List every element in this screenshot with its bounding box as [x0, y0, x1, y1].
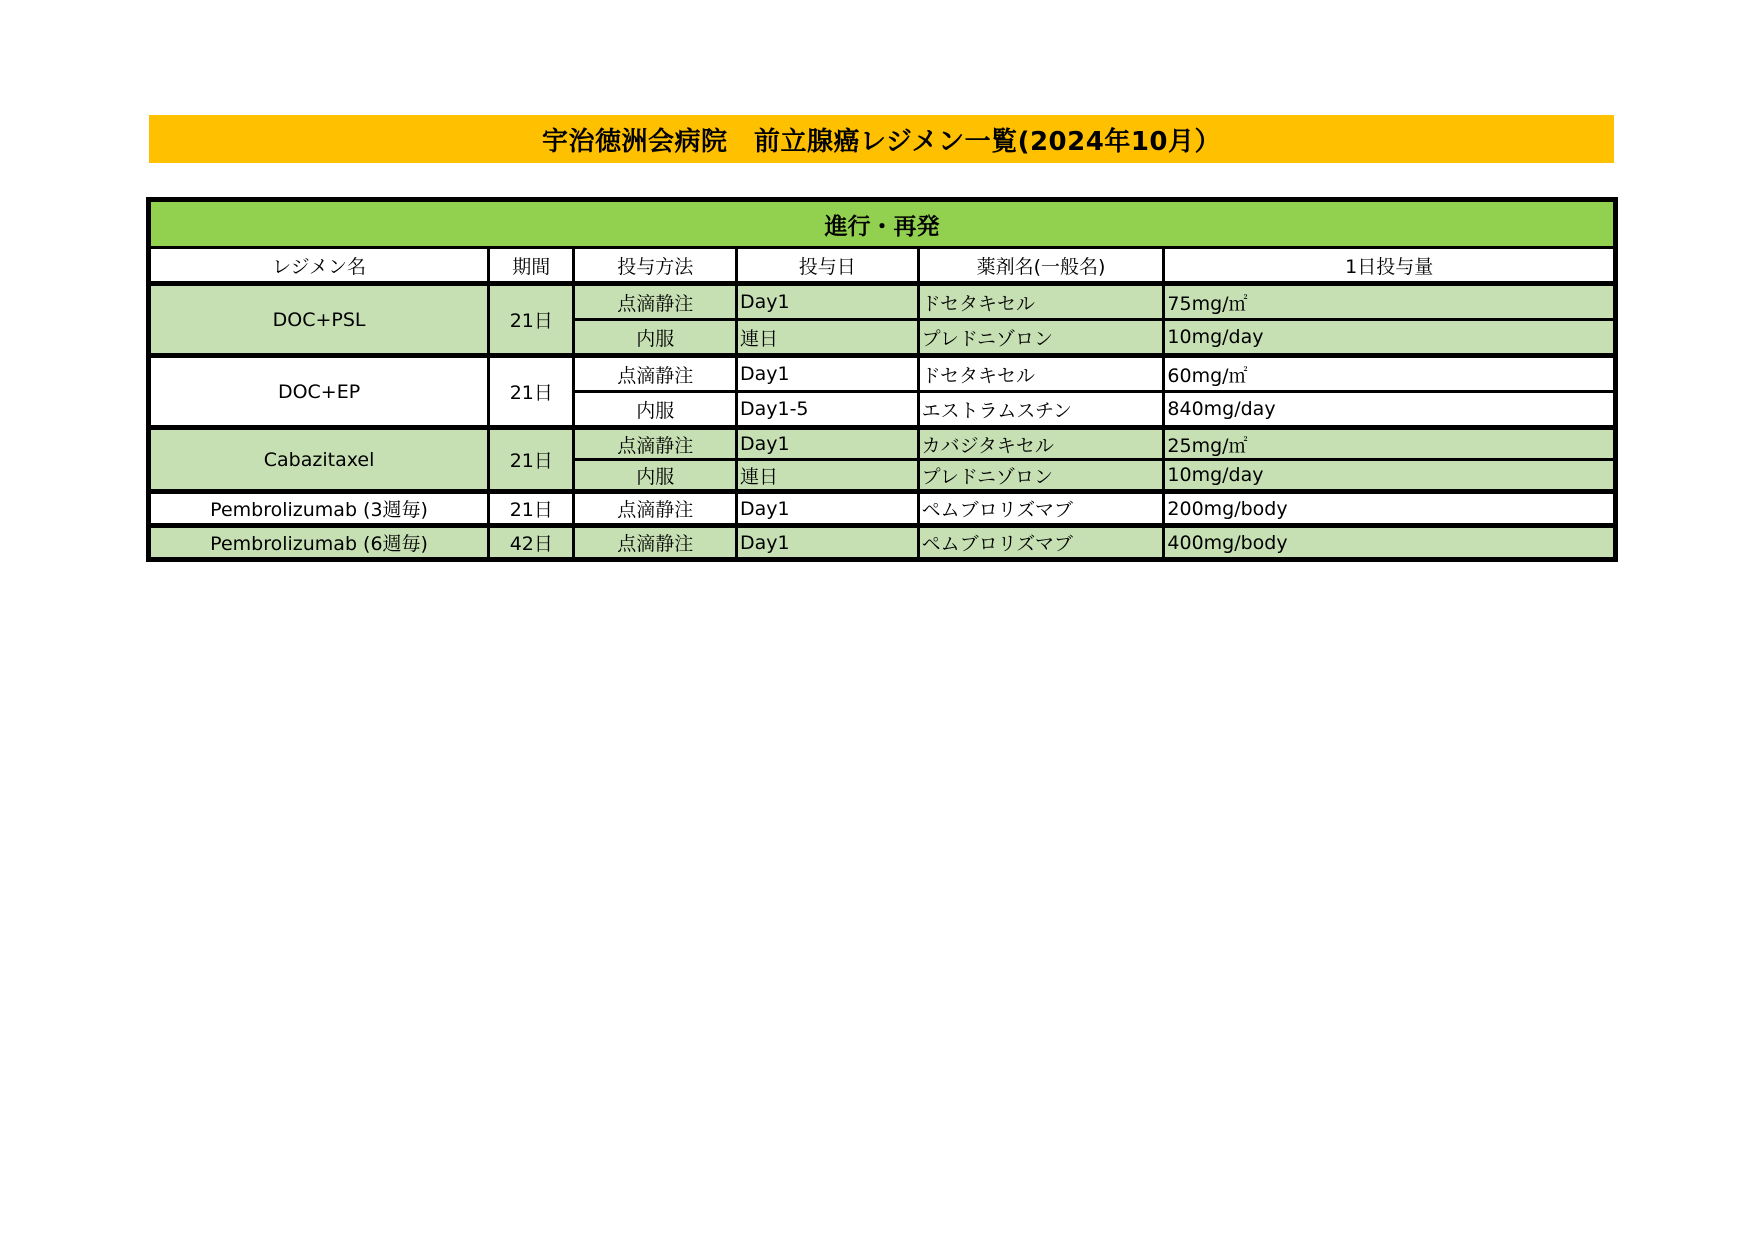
dose-cell: 400mg/body: [1164, 526, 1616, 560]
drug-cell: カバジタキセル: [918, 428, 1164, 460]
method-cell: 点滴静注: [574, 284, 737, 320]
method-cell: 内服: [574, 460, 737, 492]
method-cell: 点滴静注: [574, 526, 737, 560]
regimen-name: Pembrolizumab (3週毎): [149, 492, 489, 526]
method-cell: 点滴静注: [574, 356, 737, 392]
dose-cell: 10mg/day: [1164, 320, 1616, 356]
day-cell: Day1: [736, 526, 918, 560]
table-row: [149, 356, 1616, 392]
day-cell: Day1: [736, 428, 918, 460]
table-row: [149, 284, 1616, 320]
regimen-name: Cabazitaxel: [149, 428, 489, 492]
column-header-regimen-name: レジメン名: [149, 248, 489, 284]
regimen-name: Pembrolizumab (6週毎): [149, 526, 489, 560]
table-row: [149, 428, 1616, 460]
dose-cell: 200mg/body: [1164, 492, 1616, 526]
drug-cell: ドセタキセル: [918, 356, 1164, 392]
day-cell: Day1: [736, 284, 918, 320]
day-cell: Day1-5: [736, 392, 918, 428]
column-header-dose: 1日投与量: [1164, 248, 1616, 284]
dose-cell: 75mg/㎡: [1164, 284, 1616, 320]
day-cell: Day1: [736, 356, 918, 392]
section-header: 進行・再発: [149, 200, 1616, 248]
column-header-drug: 薬剤名(一般名): [918, 248, 1164, 284]
drug-cell: プレドニゾロン: [918, 320, 1164, 356]
column-header-day: 投与日: [736, 248, 918, 284]
page-title: 宇治徳洲会病院 前立腺癌レジメン一覧(2024年10月）: [149, 115, 1614, 163]
regimen-table: [146, 197, 1618, 562]
table-row: [149, 526, 1616, 560]
method-cell: 点滴静注: [574, 492, 737, 526]
day-cell: 連日: [736, 460, 918, 492]
day-cell: 連日: [736, 320, 918, 356]
drug-cell: ペムブロリズマブ: [918, 526, 1164, 560]
method-cell: 点滴静注: [574, 428, 737, 460]
drug-cell: エストラムスチン: [918, 392, 1164, 428]
regimen-period: 21日: [489, 284, 574, 356]
regimen-period: 21日: [489, 428, 574, 492]
column-header-period: 期間: [489, 248, 574, 284]
regimen-name: DOC+PSL: [149, 284, 489, 356]
regimen-period: 42日: [489, 526, 574, 560]
regimen-period: 21日: [489, 492, 574, 526]
day-cell: Day1: [736, 492, 918, 526]
drug-cell: ペムブロリズマブ: [918, 492, 1164, 526]
method-cell: 内服: [574, 320, 737, 356]
table-row: [149, 492, 1616, 526]
column-header-method: 投与方法: [574, 248, 737, 284]
dose-cell: 25mg/㎡: [1164, 428, 1616, 460]
method-cell: 内服: [574, 392, 737, 428]
drug-cell: プレドニゾロン: [918, 460, 1164, 492]
regimen-period: 21日: [489, 356, 574, 428]
regimen-name: DOC+EP: [149, 356, 489, 428]
dose-cell: 60mg/㎡: [1164, 356, 1616, 392]
dose-cell: 10mg/day: [1164, 460, 1616, 492]
drug-cell: ドセタキセル: [918, 284, 1164, 320]
dose-cell: 840mg/day: [1164, 392, 1616, 428]
